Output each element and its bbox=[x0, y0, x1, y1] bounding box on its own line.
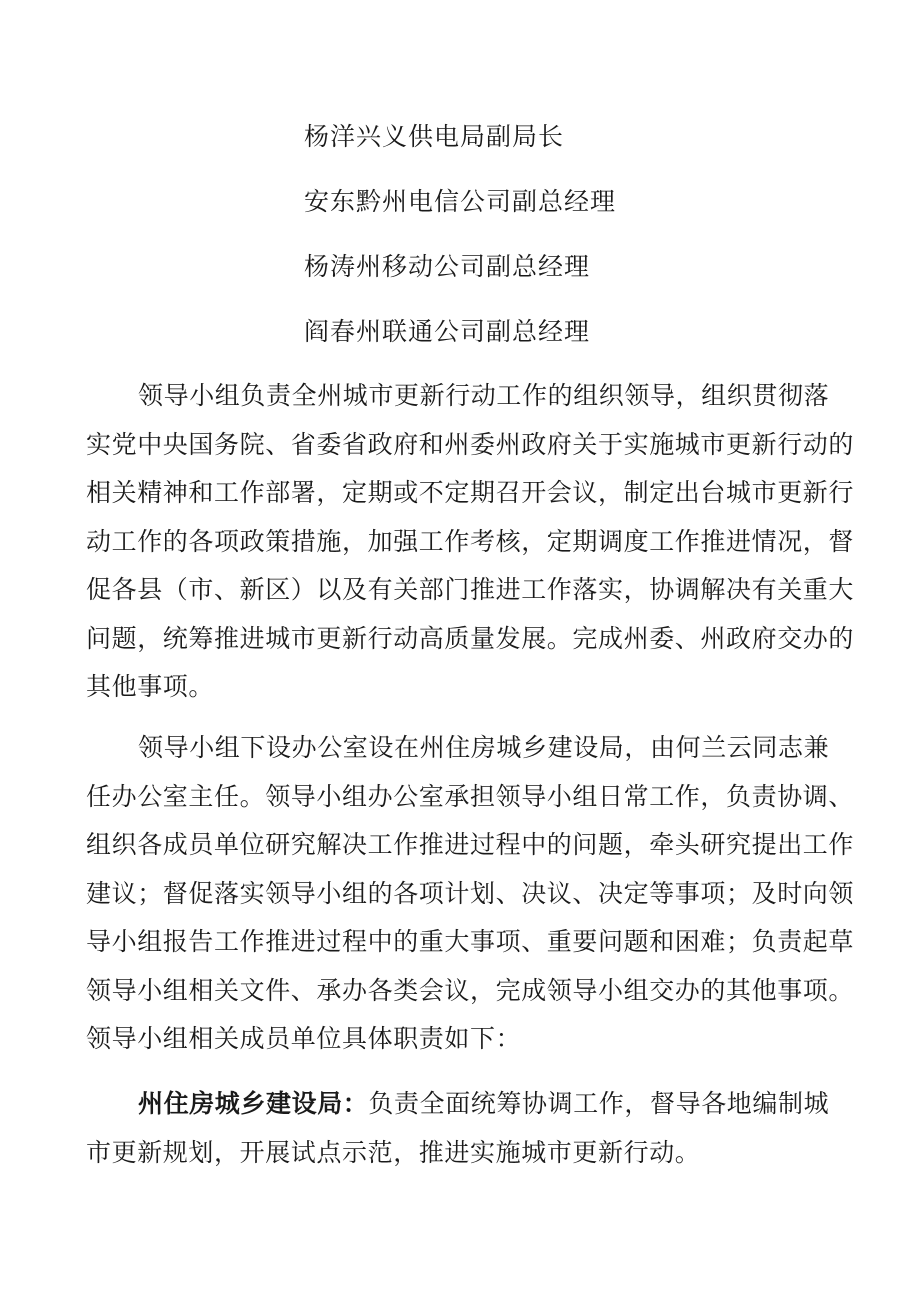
member-list bbox=[304, 116, 824, 376]
unit-name-heading: 州住房城乡建设局： bbox=[138, 1089, 369, 1118]
member-line: 杨洋兴义供电局副局长 bbox=[304, 122, 565, 151]
paragraph-line bbox=[86, 1080, 846, 1129]
member-line: 阎春州联通公司副总经理 bbox=[304, 317, 591, 346]
paragraph-line: 领导小组相关文件、承办各类会议，完成领导小组交办的其他事项。 bbox=[86, 975, 855, 1005]
member-line: 杨涛州移动公司副总经理 bbox=[304, 252, 591, 281]
paragraph-office-duties bbox=[86, 724, 855, 1064]
paragraph-line: 建议；督促落实领导小组的各项计划、决议、决定等事项；及时向领 bbox=[86, 878, 855, 908]
member-line: 安东黔州电信公司副总经理 bbox=[304, 187, 617, 216]
paragraph-line: 促各县（市、新区）以及有关部门推进工作落实，协调解决有关重大 bbox=[86, 575, 855, 604]
paragraph-line: 导小组报告工作推进过程中的重大事项、重要问题和困难；负责起草 bbox=[86, 927, 855, 956]
paragraph-line: 实党中央国务院、省委省政府和州委州政府关于实施城市更新行动的 bbox=[86, 429, 855, 459]
paragraph-line: 领导小组相关成员单位具体职责如下： bbox=[86, 1024, 522, 1053]
paragraph-line: 相关精神和工作部署，定期或不定期召开会议，制定出台城市更新行 bbox=[86, 478, 855, 507]
unit-duty-text: 负责全面统筹协调工作，督导各地编制城 bbox=[368, 1089, 830, 1118]
paragraph-line: 市更新规划，开展试点示范，推进实施城市更新行动。 bbox=[86, 1137, 701, 1167]
paragraph-line: 组织各成员单位研究解决工作推进过程中的问题，牵头研究提出工作 bbox=[86, 830, 855, 859]
paragraph-line: 任办公室主任。领导小组办公室承担领导小组日常工作，负责协调、 bbox=[86, 781, 855, 811]
paragraph-line: 领导小组负责全州城市更新行动工作的组织领导，组织贯彻落 bbox=[138, 381, 830, 410]
paragraph-line: 动工作的各项政策措施，加强工作考核，定期调度工作推进情况，督 bbox=[86, 526, 855, 556]
paragraph-housing-bureau bbox=[86, 1080, 846, 1177]
paragraph-line: 其他事项。 bbox=[86, 672, 215, 701]
paragraph-line: 领导小组下设办公室设在州住房城乡建设局，由何兰云同志兼 bbox=[138, 733, 830, 762]
paragraph-leadership-duties bbox=[86, 372, 855, 712]
paragraph-line: 问题，统筹推进城市更新行动高质量发展。完成州委、州政府交办的 bbox=[86, 623, 855, 653]
